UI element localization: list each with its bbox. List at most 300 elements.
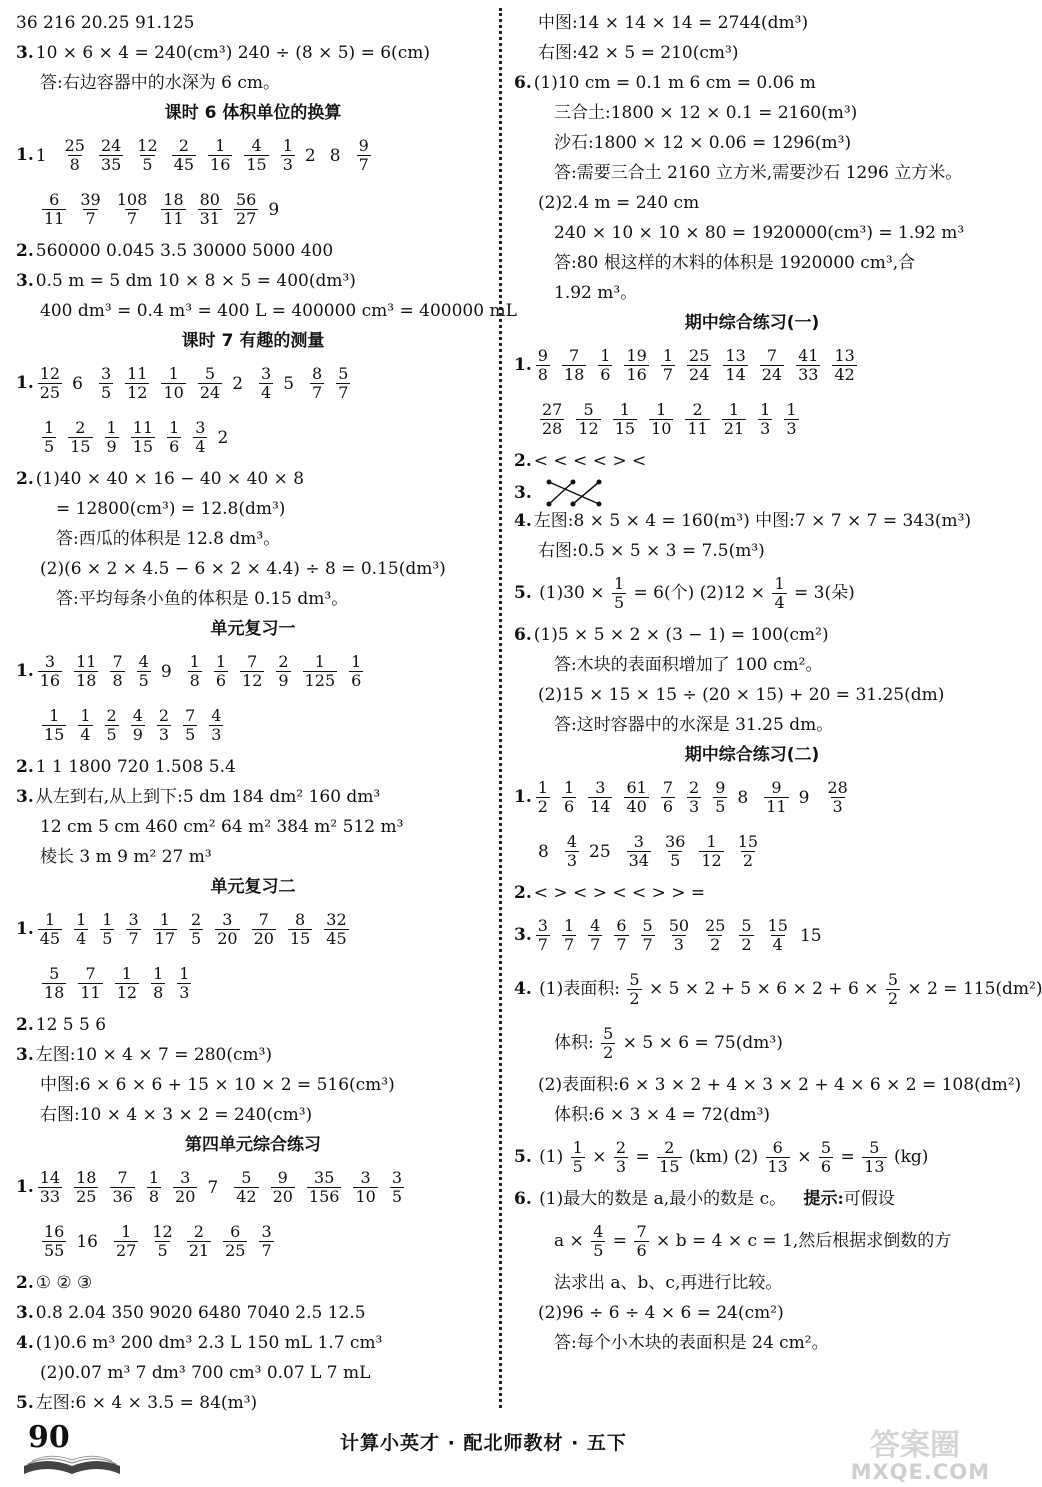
fraction [198,365,222,401]
denominator: 6 [563,797,575,816]
answer-line [514,128,990,158]
fraction [131,419,155,455]
question-number: 2. [16,1015,34,1035]
answer-line [514,1214,990,1268]
page-number: 90 [28,1420,70,1455]
denominator: 5 [593,1241,604,1260]
denominator: 3 [832,797,843,816]
answer-text: 0.8 2.04 350 9020 6480 7040 2.5 12.5 [35,1303,366,1323]
numerator: 1 [80,706,91,726]
answer-text: 答:平均每条小鱼的体积是 0.15 dm³。 [56,589,349,609]
fraction [271,1169,295,1205]
fraction [614,917,628,953]
numerator: 1 [215,652,227,672]
fraction [38,365,62,401]
fraction-row [16,1160,490,1214]
question-number: 3. [16,43,34,63]
numerator: 6 [49,190,60,210]
numerator: 1 [537,778,548,798]
fraction [115,191,150,227]
fraction [78,707,92,743]
denominator: 14 [590,797,611,816]
question-number: 1. [16,145,34,165]
answer-text: 法求出 a、b、c,再进行比较。 [554,1273,783,1293]
answer-text: (2)15 × 15 × 15 ÷ (20 × 15) + 20 = 31.25(dm) [538,685,945,705]
numerator: 6 [616,916,627,936]
fraction [38,1169,62,1205]
fraction [703,917,727,953]
answer-text: (2)0.07 m³ 7 dm³ 700 cm³ 0.07 L 7 mL [40,1363,371,1383]
answer-line [514,620,990,650]
fraction [215,911,239,947]
denominator: 15 [246,155,267,174]
denominator: 7 [261,1241,272,1260]
denominator: 4 [774,593,785,612]
fraction [125,365,149,401]
denominator: 16 [210,155,231,174]
numerator: 27 [542,400,563,420]
answer-line [514,1184,990,1214]
fraction [78,965,102,1001]
denominator: 13 [767,1157,788,1176]
numerator: 1 [314,652,325,672]
fraction [99,137,123,173]
denominator: 35 [100,155,122,174]
fraction [276,653,290,689]
answer-text: (1)10 cm = 0.1 m 6 cm = 0.06 m [533,73,816,93]
fraction [78,191,102,227]
fraction-row [16,956,490,1010]
section-heading: 单元复习一 [210,619,296,639]
numerator: 15 [737,832,759,852]
answer-text: 右图:42 × 5 = 210(cm³) [538,43,739,63]
answer-text: (2)表面积:6 × 3 × 2 + 4 × 3 × 2 + 4 × 6 × 2 = 108(dm²) [538,1075,1022,1095]
denominator: 8 [189,671,200,690]
answer-line [514,710,990,740]
fraction [42,707,66,743]
answer-text: 答:木块的表面积增加了 100 cm²。 [554,655,823,675]
denominator: 5 [715,797,726,816]
numerator: 7 [247,652,258,672]
denominator: 5 [142,155,153,174]
answer-text: (1)0.6 m³ 200 dm³ 2.3 L 150 mL 1.7 cm³ [35,1333,383,1353]
numerator: 8 [312,364,323,384]
answer-text: 左图:6 × 4 × 3.5 = 84(m³) [35,1393,258,1413]
question-number: 3. [514,482,532,503]
fraction [699,833,723,869]
numerator: 39 [80,190,101,210]
numerator: 7 [112,652,123,672]
answer-text: 棱长 3 m 9 m² 27 m³ [40,847,212,867]
answer-line [16,494,490,524]
numerator: 3 [100,364,112,384]
fraction [115,965,139,1001]
denominator: 12 [127,383,148,402]
question-number: 4. [16,1333,34,1353]
fraction [766,917,790,953]
numerator: 108 [116,190,148,210]
numerator: 5 [603,1024,614,1044]
answer-text: × b = 4 × c = 1,然后根据求倒数的方 [656,1231,952,1251]
operator: = [840,1147,855,1167]
denominator: 15 [614,419,636,438]
denominator: 4 [772,935,783,954]
denominator: 5 [100,383,112,402]
fraction [214,653,228,689]
answer-line [514,218,990,248]
numerator: 1 [600,346,611,366]
fraction [288,911,312,947]
answer-line [514,536,990,566]
numerator: 2 [615,1138,627,1158]
fraction [137,653,151,689]
numerator: 1 [215,136,226,156]
number: 7 [207,1177,219,1198]
answer-line [16,8,490,38]
answer-text: 答:这时容器中的水深是 31.25 dm。 [554,715,834,735]
denominator: 2 [742,851,753,870]
answer-line [514,962,1042,1016]
fraction [208,137,232,173]
denominator: 6 [662,797,674,816]
fraction [105,419,119,455]
numerator: 7 [636,1222,647,1242]
fraction [661,347,675,383]
numerator: 80 [199,190,220,210]
fraction [667,917,691,953]
question-number: 2. [16,757,34,777]
number: 5 [283,373,295,394]
watermark-url: MXQE.COM [850,1460,990,1484]
answer-text: 10 × 6 × 4 = 240(cm³) 240 ÷ (8 × 5) = 6(cm) [35,43,430,63]
denominator: 11 [687,419,708,438]
fraction [114,1223,138,1259]
denominator: 33 [798,365,819,384]
fraction [110,1169,134,1205]
answer-text: (1)最大的数是 a,最小的数是 c。 [539,1189,787,1209]
denominator: 5 [185,725,196,744]
fraction [42,419,56,455]
operator: × [592,1147,607,1167]
numerator: 1 [619,400,630,420]
operator: × [797,1147,812,1167]
number: 9 [798,787,810,808]
question-number: 2. [16,241,34,261]
fraction [588,779,612,815]
answer-line [16,752,490,782]
numerator: 7 [258,910,269,930]
fraction [612,575,626,611]
denominator: 7 [126,209,138,228]
fraction [723,347,747,383]
answer-line [16,464,490,494]
numerator: 18 [76,1168,97,1188]
numerator: 3 [180,1168,191,1188]
answer-text: 12 cm 5 cm 460 cm² 64 m² 384 m² 512 m³ [40,817,404,837]
numerator: 11 [76,652,97,672]
numerator: 3 [222,910,233,930]
answer-line [16,1298,490,1328]
numerator: 1 [728,400,740,420]
answer-text: (1)5 × 5 × 2 × (3 − 1) = 100(cm²) [533,625,829,645]
fraction [324,911,348,947]
fraction [663,833,687,869]
denominator: 4 [80,725,91,744]
denominator: 21 [723,419,745,438]
denominator: 21 [188,1241,210,1260]
numerator: 1 [774,574,785,594]
fraction [862,1139,886,1175]
answer-line [16,842,490,872]
denominator: 7 [128,929,139,948]
answer-text: (1)40 × 40 × 16 − 40 × 40 × 8 [35,469,305,489]
numerator: 3 [261,1222,272,1242]
numerator: 5 [629,970,640,990]
denominator: 4 [195,437,206,456]
answer-text: 答:80 根这样的木料的体积是 1920000 cm³,合 [554,253,916,273]
numerator: 3 [633,832,644,852]
fraction [244,137,268,173]
fraction [562,917,576,953]
denominator: 31 [199,209,220,228]
fraction-row [514,824,990,878]
numerator: 4 [593,1222,604,1242]
fraction [687,779,701,815]
denominator: 13 [864,1157,885,1176]
denominator: 11 [766,797,787,816]
fraction-row [16,410,490,464]
fraction [832,347,856,383]
numerator: 1 [662,346,674,366]
denominator: 5 [44,437,55,456]
denominator: 4 [261,383,272,402]
denominator: 7 [338,383,349,402]
numerator: 2 [158,706,170,726]
numerator: 9 [358,136,369,156]
numerator: 13 [725,346,746,366]
section-heading: 期中综合练习(一) [684,313,820,333]
answer-line [514,248,990,278]
answer-line [16,1388,490,1418]
numerator: 9 [537,346,548,366]
number: 8 [538,841,549,862]
numerator: 5 [869,1138,880,1158]
numerator: 16 [44,1222,65,1242]
denominator: 3 [689,797,700,816]
numerator: 1 [44,910,56,930]
fraction [74,653,98,689]
denominator: 24 [761,365,783,384]
answer-text: 36 216 20.25 91.125 [16,13,195,33]
denominator: 3 [566,851,578,870]
answer-line [16,782,490,812]
denominator: 20 [253,929,274,948]
fraction [68,419,92,455]
denominator: 27 [116,1241,137,1260]
fraction [157,707,171,743]
fraction [825,779,849,815]
fraction [772,575,786,611]
numerator: 3 [128,910,139,930]
denominator: 10 [163,383,184,402]
fraction [310,365,324,401]
answer-line [16,1070,490,1100]
fraction [576,401,600,437]
numerator: 25 [705,916,726,936]
answer-line [514,878,990,908]
numerator: 7 [117,1168,128,1188]
answer-text: (1)表面积: [539,979,620,999]
denominator: 18 [44,983,65,1002]
numerator: 3 [360,1168,371,1188]
denominator: 5 [106,725,117,744]
answer-line [514,446,990,476]
denominator: 15 [289,929,311,948]
numerator: 9 [277,1168,288,1188]
denominator: 42 [236,1187,257,1206]
denominator: 20 [175,1187,196,1206]
fraction [42,191,66,227]
fraction [657,1139,681,1175]
numerator: 1 [351,652,362,672]
number: 2 [304,145,316,166]
fraction [189,911,203,947]
fraction [390,1169,404,1205]
numerator: 3 [195,418,206,438]
denominator: 2 [537,797,548,816]
answer-text: 右图:0.5 × 5 × 3 = 7.5(m³) [538,541,765,561]
numerator: 8 [295,910,306,930]
numerator: 1 [76,910,87,930]
fraction [571,1139,585,1175]
numerator: 2 [278,652,289,672]
denominator: 3 [615,1157,627,1176]
denominator: 24 [199,383,221,402]
numerator: 1 [613,574,625,594]
number: 25 [589,841,611,862]
numerator: 3 [261,364,272,384]
question-number: 4. [514,979,532,999]
question-number: 3. [16,271,34,291]
answer-text: × 5 × 2 + 5 × 6 × 2 + 6 × [648,979,879,999]
numerator: 28 [827,778,848,798]
answer-line [514,8,990,38]
fraction [886,971,900,1007]
fraction [105,707,119,743]
denominator: 18 [563,365,585,384]
answer-line [514,278,990,308]
answer-text: 左图:10 × 4 × 7 = 280(cm³) [35,1045,273,1065]
denominator: 8 [112,671,123,690]
answer-line [514,650,990,680]
answer-line [514,158,990,188]
question-number: 1. [514,355,532,375]
answer-line [514,680,990,710]
fraction-row [16,356,490,410]
operator: = [612,1231,628,1251]
denominator: 7 [358,155,369,174]
denominator: 3 [673,935,684,954]
denominator: 17 [154,929,176,948]
answer-text: 可假设 [843,1189,895,1209]
denominator: 5 [613,593,625,612]
watermark-logo: 答案圈 [870,1428,960,1463]
numerator: 2 [75,418,86,438]
answer-text: 1 1 1800 720 1.508 5.4 [35,757,236,777]
answer-line [16,524,490,554]
answer-line [16,1358,490,1388]
fraction [357,137,371,173]
fraction [565,833,579,869]
answer-text: a × [554,1231,584,1251]
denominator: 25 [225,1241,246,1260]
denominator: 3 [179,983,190,1002]
numerator: 1 [572,1138,583,1158]
numerator: 4 [138,652,149,672]
question-number: 3. [514,925,532,945]
fraction [188,653,202,689]
fraction [303,653,338,689]
denominator: 2 [710,935,721,954]
denominator: 18 [76,671,97,690]
numerator: 1 [282,136,293,156]
fraction [685,401,709,437]
denominator: 20 [272,1187,293,1206]
number: 16 [76,1231,98,1252]
column-divider [499,8,502,1408]
number: 8 [737,787,749,808]
denominator: 7 [616,935,627,954]
fraction [764,779,788,815]
denominator: 11 [44,209,65,228]
fraction [234,1169,258,1205]
denominator: 6 [169,437,180,456]
numerator: 1 [168,364,179,384]
numerator: 1 [179,964,190,984]
fraction [739,917,753,953]
numerator: 2 [689,778,700,798]
fraction [601,1025,615,1061]
number: 15 [799,925,822,946]
fraction [198,191,222,227]
numerator: 3 [391,1168,403,1188]
denominator: 45 [173,155,195,174]
answer-line [514,1328,990,1358]
denominator: 12 [701,851,722,870]
fraction [687,347,711,383]
denominator: 7 [312,383,323,402]
numerator: 3 [595,778,606,798]
denominator: 3 [282,155,293,174]
denominator: 9 [278,671,289,690]
numerator: 12 [137,136,158,156]
answer-line [514,1100,990,1130]
denominator: 8 [537,365,548,384]
section-heading: 第四单元综合练习 [185,1135,321,1155]
answer-line [514,1268,990,1298]
numerator: 11 [132,418,154,438]
answer-text: < < < < > < [533,451,647,471]
fraction [588,917,602,953]
answer-text: 1.92 m³。 [554,283,638,303]
answer-line [16,1328,490,1358]
fraction-row [16,902,490,956]
numerator: 15 [767,916,788,936]
fraction [150,1223,174,1259]
numerator: 41 [798,346,819,366]
answer-line [16,68,490,98]
denominator: 25 [39,383,61,402]
